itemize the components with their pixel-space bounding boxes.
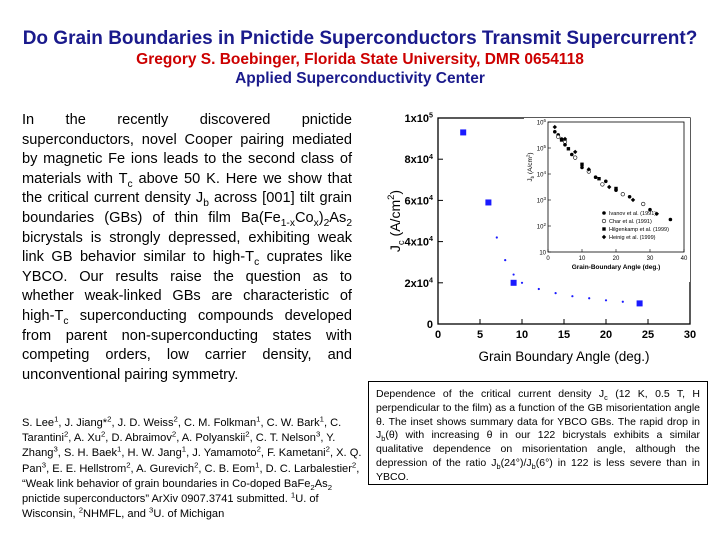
x-tick-label: 30 [683,329,697,341]
inset-legend-label: Heinig et al. (1999) [609,235,656,241]
y-axis-label: $J_c$ $(A/cm^2)$ [386,189,407,253]
inset-plot [524,118,690,282]
data-point [485,199,491,205]
inset-data-point [641,202,645,206]
x-tick-label: 15 [557,329,571,341]
inset-data-point [621,192,625,196]
inset-data-point [567,147,570,150]
trend-dot [538,288,540,290]
center-name: Applied Superconductivity Center [235,70,485,87]
inset-data-point [604,179,608,183]
inset-data-point [614,187,617,190]
inset-y-axis-label: $J_b$ $(A/cm^2)$ [525,152,535,182]
inset-data-point [580,163,583,166]
inset-data-point [669,218,673,222]
trend-dot [605,299,607,301]
inset-data-point [553,130,557,134]
reference-citation: S. Lee$^1$, J. Jiang*$^2$, J. D. Weiss$^2$, C. M. Folkman$^1$, C. W. Bark$^1$, C. Tarantini$^2$, A. Xu$^2$, D. Abraimov$^2$, A. Polyanskii$^2$, C. T. Nelson$^3$, Y. Zhang$^3$, S. H. Baek$^1$, H. W. Jang$^1$, J. Yamamoto$^2$, F. Kametani$^2$, X. Q. Pan$^3$, E. E. Hellstrom$^2$, A. Gurevich$^2$, C. B. Eom$^1$, D. C. Larbalestier$^2$, “Weak link behavior of grain boundaries in Co-doped $BaFe_2As_2$ pnictide superconductors” ArXiv 0907.3741 submitted. $^1$U. of Wisconsin, $^2$NHMFL, and $^3$U. of Michigan [22,414,362,521]
inset-x-tick-label: 20 [612,256,620,262]
inset-data-point [570,153,574,157]
x-tick-label: 10 [515,329,529,341]
inset-x-tick-label: 40 [680,256,688,262]
trend-dot [521,282,523,284]
author-line: Gregory S. Boebinger, Florida State University, DMR 0654118 [136,51,584,68]
y-tick-label: $1x10^5$ [404,112,433,125]
inset-x-tick-label: 10 [578,256,586,262]
data-point [511,280,517,286]
data-point [460,129,466,135]
inset-x-tick-label: 30 [646,256,654,262]
inset-data-point [601,183,605,187]
figure-caption: Dependence of the critical current density $J_c$ (12 K, 0.5 T, H perpendicular to the film) as a function of the GB misorientation angle θ. The inset shows summary data for YBCO GBs. The rapid drop in $J_b(\theta)$ with increasing θ in our 122 bicrystals exhibits a similar qualitative dependence on misorientation angle, although the depression of the ratio $J_b(24^\circ)/J_b(6^\circ)$ in 122 is less severe than in YBCO. [368,381,708,485]
inset-x-axis-label: Grain-Boundary Angle (deg.) [571,264,661,271]
inset-x-tick-label: 0 [546,256,550,262]
y-tick-label: $4x10^4$ [404,235,433,249]
inset-y-tick-label: $10^6$ [536,118,546,127]
y-tick-label: 0 [426,319,433,331]
x-axis-label: Grain Boundary Angle (deg.) [478,349,650,364]
trend-dot [513,273,515,275]
inset-data-point [573,156,577,160]
trend-dot [571,295,573,297]
y-tick-label: $2x10^4$ [404,276,433,290]
inset-legend-label: Hilgenkamp et al. (1999) [609,227,669,233]
y-tick-label: $8x10^4$ [404,152,433,167]
x-tick-label: 20 [599,329,613,341]
inset-y-tick-label: $10^2$ [536,222,546,231]
jc-vs-angle-chart [372,112,708,375]
inset-legend-marker [602,227,605,230]
data-point [637,300,643,306]
inset-legend-marker [602,211,606,215]
trend-dot [555,292,557,294]
inset-y-tick-label: $10^5$ [536,144,546,153]
inset-legend-label: Char et al. (1991) [609,219,652,225]
inset-data-point [597,177,600,180]
trend-dot [496,236,498,238]
abstract-text: In the recently discovered pnictide superconductors, novel Cooper pairing mediated by magnetic Fe ions leads to the second class of materials with $T_c$ above 50 K. Here we show that the critical current density $J_b$ across [001] tilt grain boundaries (GBs) of thin film $Ba(Fe_{1-x}Co_x)_2As_2$ bicrystals is strongly depressed, exhibiting weak link GB behavior similar to high-$T_c$ cuprates like YBCO. Our results raise the question as to whether weak-linked GBs are characteristic of high-$T_c$ superconducting compounds developed from parent non-superconducting states with competing orders, low carrier density, and unconventional pairing symmetry. [22,112,353,383]
x-tick-label: 5 [476,329,484,341]
inset-legend-label: Ivanov et al. (1991) [609,211,657,217]
inset-legend-marker [602,219,606,223]
inset-y-tick-label: $10^4$ [536,170,546,179]
trend-dot [622,301,624,303]
x-tick-label: 25 [641,329,655,341]
inset-data-point [556,135,560,139]
inset-data-point [594,175,598,179]
trend-dot [504,259,506,261]
inset-data-point [628,195,632,199]
inset-y-tick-label: $10^3$ [536,196,546,205]
inset-data-point [560,138,563,141]
y-tick-label: $6x10^4$ [404,194,433,208]
page-title: Do Grain Boundaries in Pnictide Superconductors Transmit Supercurrent? [22,28,698,49]
x-tick-label: 0 [434,329,442,341]
title-block [0,28,720,88]
inset-data-point [580,166,584,170]
inset-y-tick-label: 10 [539,250,546,257]
trend-dot [588,297,590,299]
